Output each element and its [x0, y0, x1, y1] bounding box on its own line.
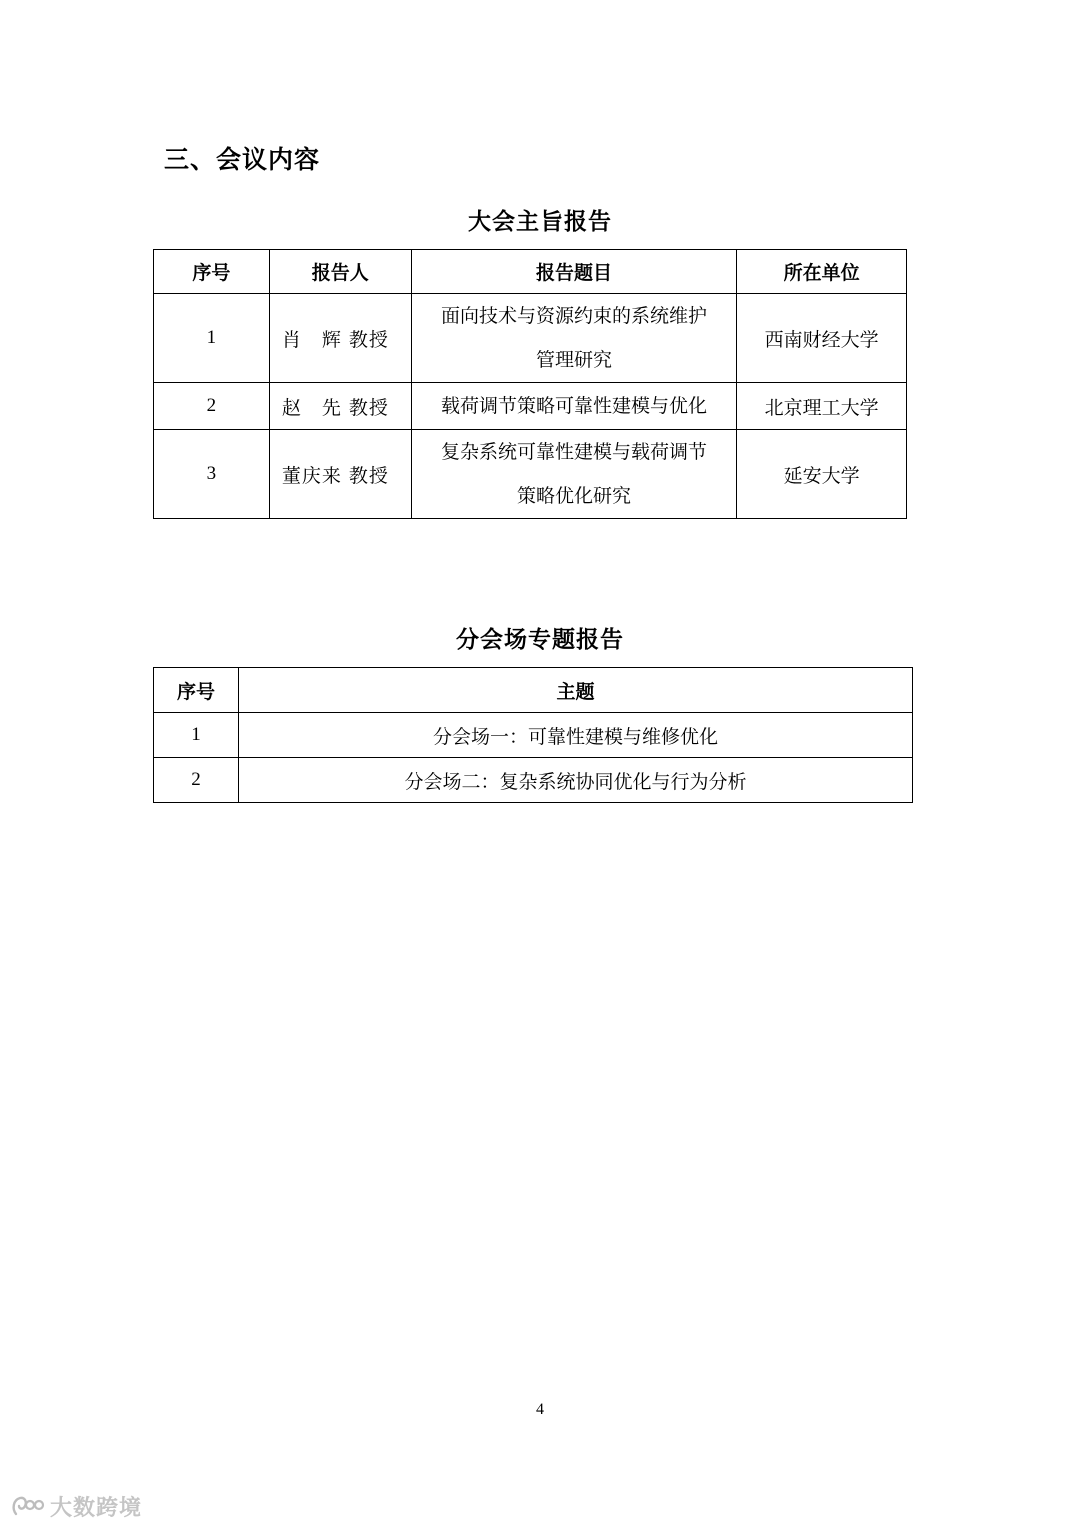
- sessions-table-title: 分会场专题报告: [456, 627, 624, 653]
- table-header-row: [154, 250, 907, 294]
- brand-logo-icon: [10, 1493, 46, 1519]
- header-affiliation: 所在单位: [737, 250, 907, 294]
- row-no: 1: [154, 713, 239, 758]
- row-no: 3: [154, 430, 270, 519]
- sessions-table: [153, 667, 913, 803]
- watermark-text: 大数跨境: [50, 1495, 143, 1521]
- table-row: [154, 758, 913, 803]
- table-row: [154, 713, 913, 758]
- table-row: [154, 383, 907, 430]
- row-presenter: 肖 辉 教授: [269, 294, 411, 383]
- keynote-table: [153, 249, 907, 519]
- watermark: [10, 1491, 142, 1521]
- header-theme: 主题: [239, 668, 913, 713]
- row-affiliation: 延安大学: [737, 430, 907, 519]
- section-heading: 三、会议内容: [164, 145, 321, 174]
- row-topic-line: 策略优化研究: [516, 485, 631, 507]
- row-topic-line: 复杂系统可靠性建模与载荷调节: [440, 441, 707, 463]
- row-presenter: 董庆来 教授: [269, 430, 411, 519]
- page-number: 4: [536, 1401, 544, 1418]
- row-theme: 分会场一：可靠性建模与维修优化: [239, 713, 913, 758]
- header-no: 序号: [154, 250, 270, 294]
- row-topic: [411, 294, 737, 383]
- header-no: 序号: [154, 668, 239, 713]
- table-header-row: [154, 668, 913, 713]
- row-no: 2: [154, 383, 270, 430]
- table-row: [154, 294, 907, 383]
- keynote-table-title: 大会主旨报告: [468, 209, 612, 235]
- row-topic-line: 管理研究: [535, 349, 612, 371]
- row-theme: 分会场二：复杂系统协同优化与行为分析: [239, 758, 913, 803]
- row-affiliation: 西南财经大学: [737, 294, 907, 383]
- row-no: 2: [154, 758, 239, 803]
- row-affiliation: 北京理工大学: [737, 383, 907, 430]
- row-no: 1: [154, 294, 270, 383]
- row-presenter: 赵 先 教授: [269, 383, 411, 430]
- row-topic: 载荷调节策略可靠性建模与优化: [411, 383, 737, 430]
- row-topic: [411, 430, 737, 519]
- table-row: [154, 430, 907, 519]
- header-presenter: 报告人: [269, 250, 411, 294]
- header-topic: 报告题目: [411, 250, 737, 294]
- row-topic-line: 面向技术与资源约束的系统维护: [440, 305, 707, 327]
